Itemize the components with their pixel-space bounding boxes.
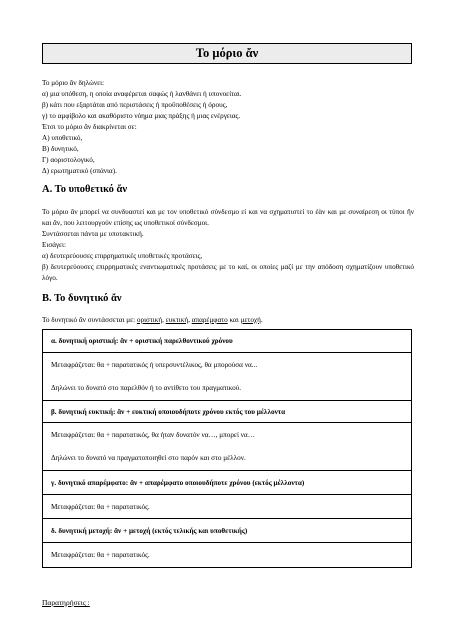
intro-line: Β) δυνητικό,	[42, 145, 79, 153]
section-a-paragraph: β) δευτερεύουσες επιρρηματικές εναντιωματικές προτάσεις με το καί, οι οποίες μαζί με την απόδοση σχηματίζουν υποθετικό λόγο.	[42, 263, 414, 282]
intro-line: Γ) αοριστολογικό,	[42, 156, 95, 164]
potential-an-table	[42, 329, 412, 568]
section-b-heading: Β. Το δυνητικό ἄν	[42, 293, 122, 304]
section-a-heading: Α. Το υποθετικό ἄν	[42, 184, 128, 195]
table-cell-text: Μεταφράζεται: θα + παρατατικός.	[51, 502, 150, 511]
table-row	[43, 422, 411, 470]
table-row-title: δ. δυνητική μετοχή: ἄν + μετοχή (εκτός τελικής και υποθετικής)	[43, 518, 411, 542]
section-b-intro	[42, 315, 414, 326]
intro-line: Το μόριο ἄν δηλώνει:	[42, 79, 105, 87]
table-row-title: β. δυνητική ευκτική: ἄν + ευκτική οποιουδήποτε χρόνου εκτός του μέλλοντα	[43, 400, 411, 422]
separator: ,	[162, 316, 164, 324]
separator: ,	[188, 316, 190, 324]
terminal-period: .	[260, 316, 263, 324]
intro-line: Δ) ερωτηματικό (σπάνια).	[42, 167, 117, 175]
table-cell-text: Δηλώνει το δυνατό στο παρελθόν ή το αντίθετο του πραγματικού.	[51, 384, 242, 393]
section-a-block	[42, 207, 414, 284]
form-metochi: μετοχή	[240, 316, 261, 324]
form-aparemfato: απαρέμφατο	[191, 316, 228, 324]
table-row-title: γ. δυνητικό απαρέμφατο: ἄν + απαρέμφατο οποιουδήποτε χρόνου (εκτός μέλλοντα)	[43, 470, 411, 494]
intro-line: γ) το αμφίβολο και ακαθόριστο νόημα μιας πράξης ή μιας ενέργειας.	[42, 112, 241, 120]
intro-block	[42, 78, 414, 177]
section-a-line: Εισάγει:	[42, 241, 66, 249]
form-efktiki: ευκτική	[165, 316, 189, 324]
table-cell-text: Μεταφράζεται: θα + παρατατικός ή υπερσυντέλικος, θα μπορούσα να...	[51, 360, 258, 369]
table-cell-text: Μεταφράζεται: θα + παρατατικός, θα ήταν δυνατόν να…, μπορεί να…	[51, 430, 255, 439]
table-row-title: α. δυνητική οριστική: ἄν + οριστική παρελθοντικού χρόνου	[51, 337, 233, 345]
table-row	[43, 542, 411, 567]
section-b-intro-text: Το δυνητικό ἄν συντάσσεται με:	[42, 316, 136, 324]
intro-line: Α) υποθετικό,	[42, 134, 83, 142]
page-title: Το μόριο ἄν	[42, 43, 412, 64]
form-oristiki: οριστική	[136, 316, 163, 324]
table-cell-text: Δηλώνει το δυνατό να πραγματοποιηθεί στο παρόν και στο μέλλον.	[51, 454, 246, 463]
intro-line: β) κάτι που εξαρτάται από περιστάσεις ή προϋποθέσεις ή όρους,	[42, 101, 228, 109]
intro-line: α) μια υπόθεση, η οποία αναφέρεται σαφώς ή λανθάνει ή υπονοείται.	[42, 90, 242, 98]
table-row	[43, 494, 411, 518]
intro-line: Έτσι το μόριο ἄν διακρίνεται σε:	[42, 123, 137, 131]
section-a-line: Συντάσσεται πάντα με υποτακτική.	[42, 230, 144, 238]
conjunction: και	[229, 316, 239, 324]
table-row	[43, 352, 411, 400]
section-a-paragraph: Το μόριο ἄν μπορεί να συνδυαστεί και με τον υποθετικό σύνδεσμο εἰ και να σχηματιστεί το ἐὰν και με συναίρεση οι τύποι ἤν και ἄν, που λειτουργούν επίσης ως υποθετικοί σύνδεσμοι.	[42, 208, 414, 227]
table-cell-text: Μεταφράζεται: θα + παρατατικός.	[51, 551, 150, 559]
notes-label: Παρατηρήσεις :	[42, 598, 90, 607]
section-a-line: α) δευτερεύουσες επιρρηματικές υποθετικές προτάσεις,	[42, 252, 203, 260]
